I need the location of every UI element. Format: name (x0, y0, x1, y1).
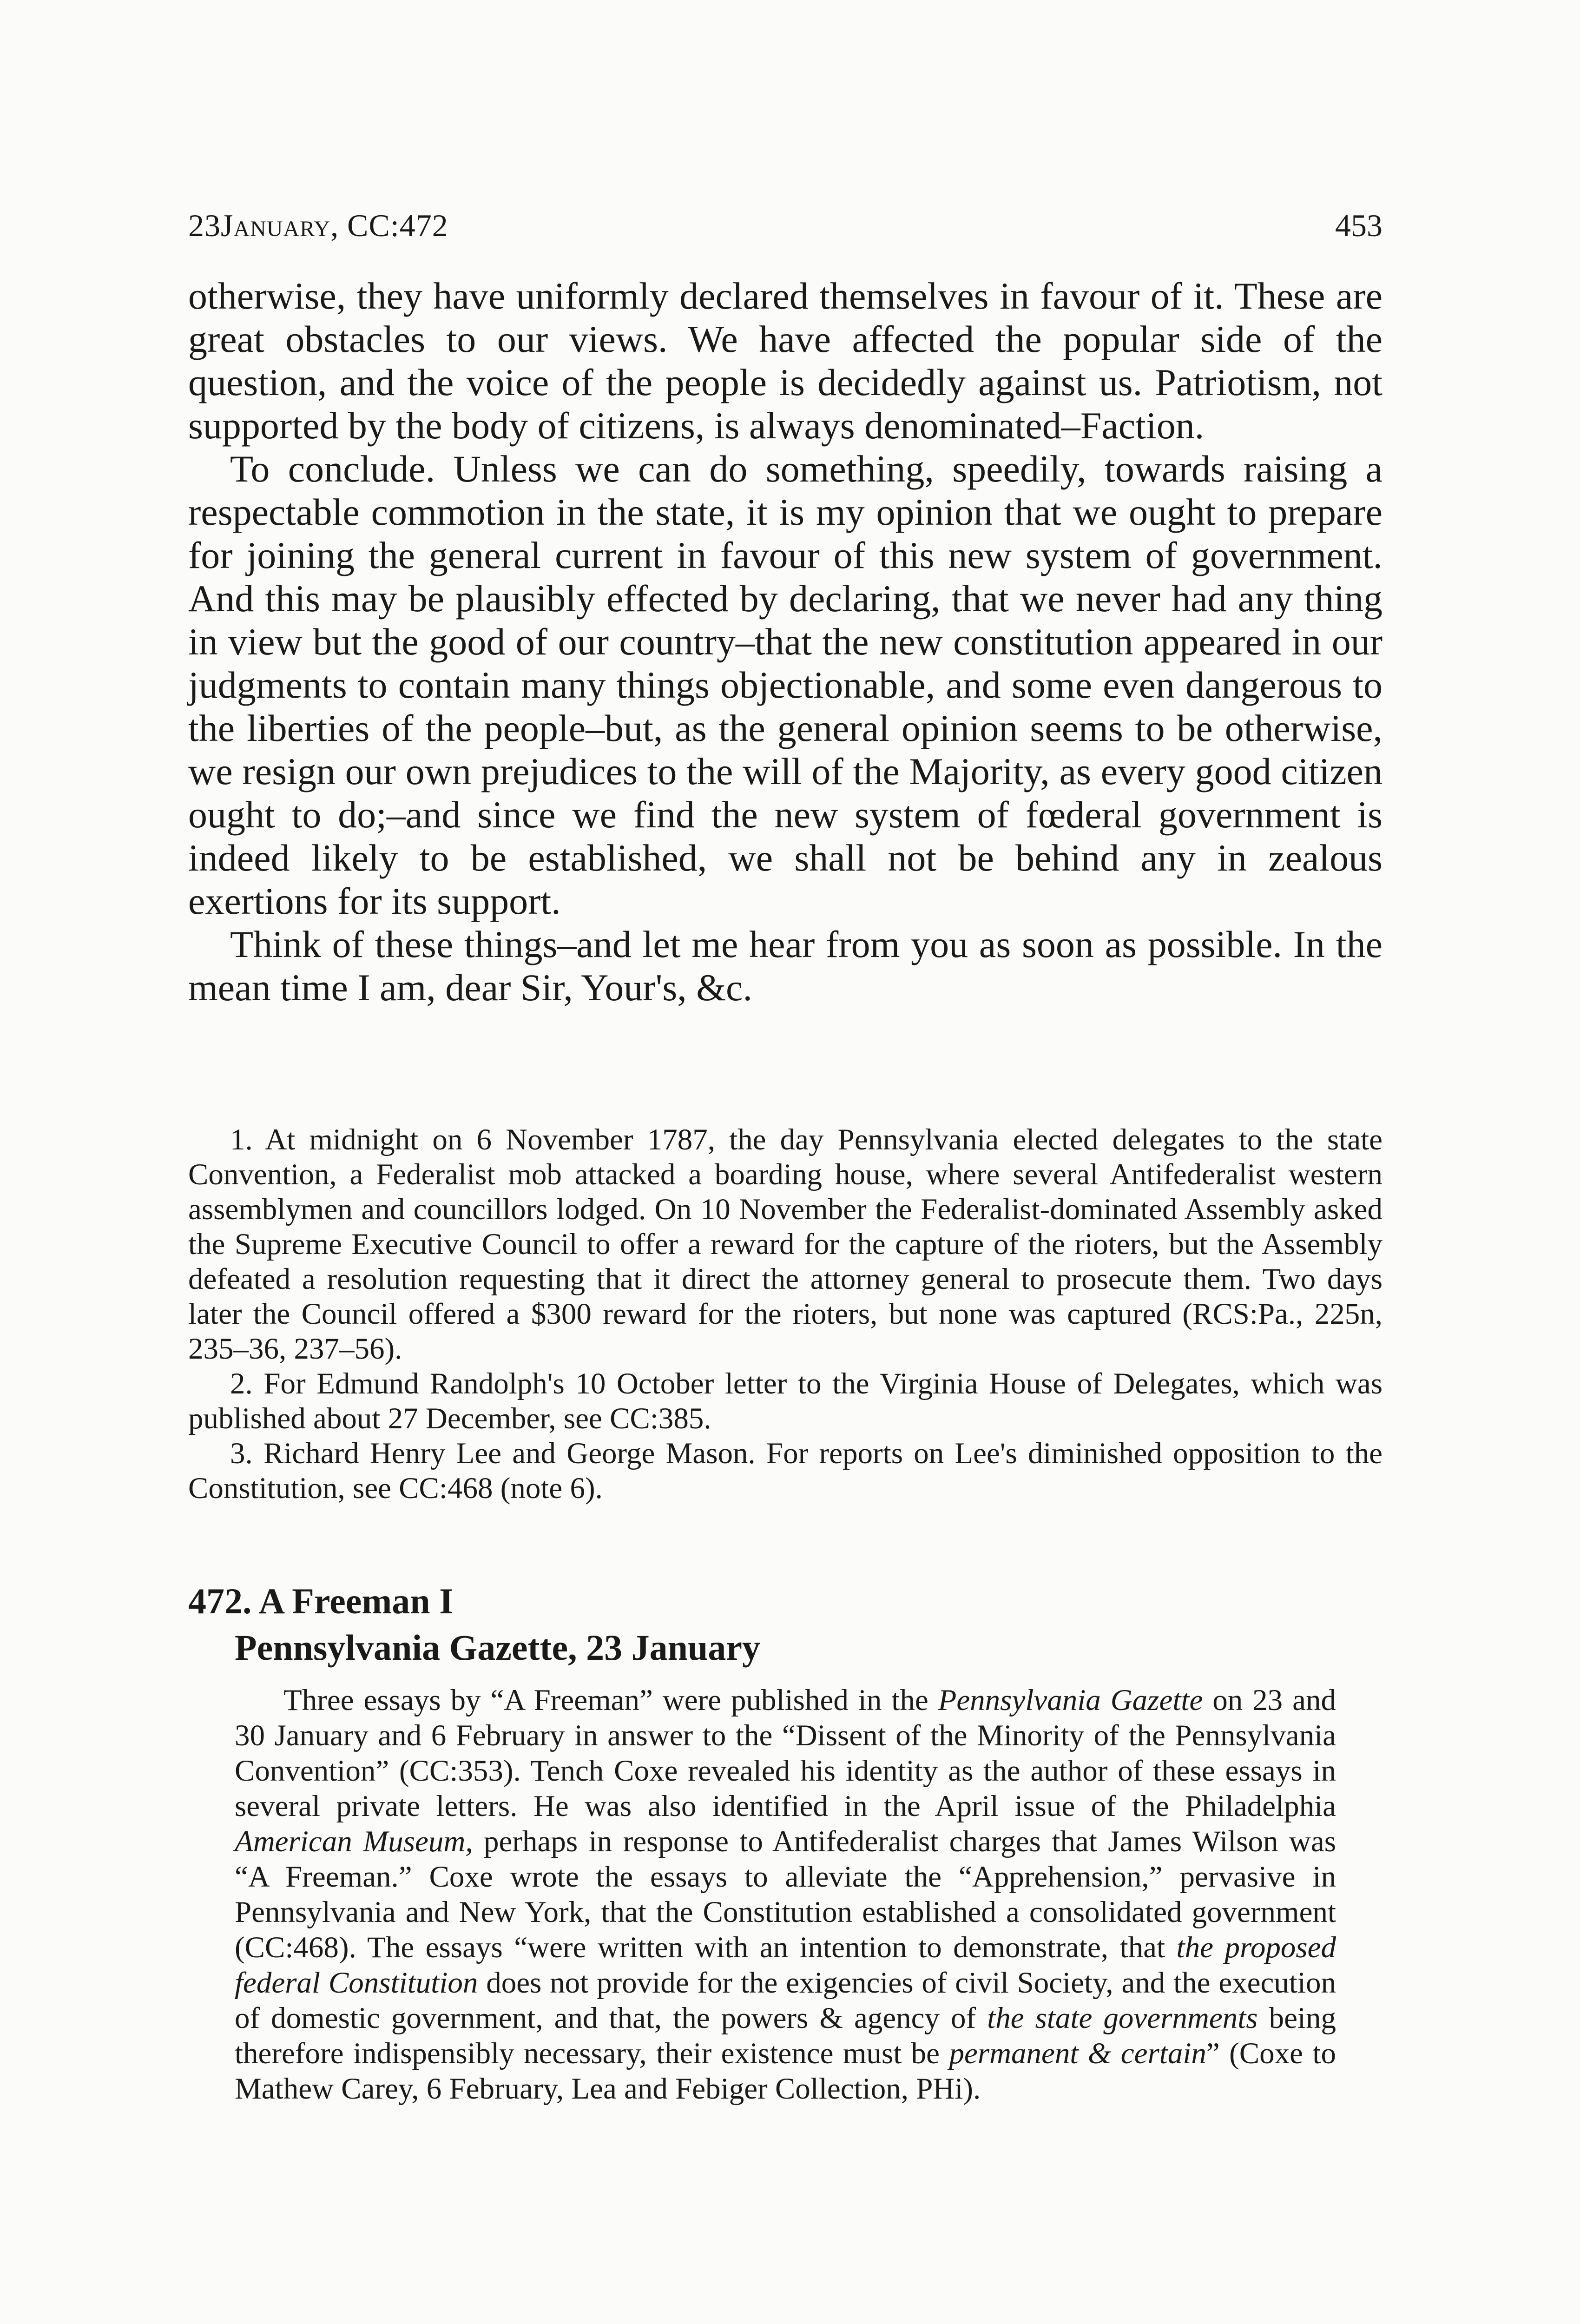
running-head-day: 23 (188, 208, 221, 243)
body-paragraph-2: To conclude. Unless we can do something, speedily, towards raising a respectable commotion in the state, it is my opinion that we ought to prepare for joining the general current in favour of this new system of government. And this may be plausibly effected by declaring, that we never had any thing in view but the good of our country–that the new constitution appeared in our judgments to contain many things objectionable, and some even dangerous to the liberties of the people–but, as the general opinion seems to be otherwise, we resign our own prejudices to the will of the Majority, as every good citizen ought to do;–and since we find the new system of fœderal government is indeed likely to be established, we shall not be behind any in zealous exertions for its support. (188, 448, 1382, 922)
intro-italic-4: the state governments (987, 2001, 1258, 2035)
intro-text-6: ” (Coxe to Mathew Carey, 6 February, Lea and Febiger Collection, PHi). (235, 2037, 1336, 2106)
running-head (188, 205, 1382, 246)
document-heading (188, 1578, 1382, 1671)
intro-italic-5: permanent & certain (949, 2037, 1206, 2070)
intro-text-4: does not provide for the exigencies of civil Society, and the execution of domestic government, and that, the powers & agency of (235, 1966, 1336, 2035)
running-head-doc-ref: , CC:472 (330, 208, 448, 243)
body-paragraph-3: Think of these things–and let me hear from you as soon as possible. In the mean time I am, dear Sir, Your's, &c. (188, 923, 1382, 1009)
document-source: Pennsylvania Gazette, 23 January (235, 1627, 760, 1668)
body-paragraph-1: otherwise, they have uniformly declared themselves in favour of it. These are great obstacles to our views. We have affected the popular side of the question, and the voice of the people is decidedly against us. Patriotism, not supported by the body of citizens, is always denominated–Faction. (188, 275, 1382, 447)
intro-italic-3: the proposed federal Constitution (235, 1931, 1336, 2000)
editorial-note-paragraph (235, 1683, 1336, 2106)
intro-text-2: on 23 and 30 January and 6 February in answer to the “Dissent of the Minority of the Pennsylvania Convention” (CC:353). Tench Coxe revealed his identity as the author of these essays in several private letters. He was also identified in the April issue of the Philadelphia (235, 1684, 1336, 1823)
intro-italic-2: American Museum, (235, 1825, 473, 1858)
editorial-note (235, 1683, 1336, 2106)
intro-italic-1: Pennsylvania Gazette (938, 1684, 1203, 1717)
document-title: 472. A Freeman I (188, 1581, 454, 1621)
footnote-3: 3. Richard Henry Lee and George Mason. For reports on Lee's diminished opposition to the Constitution, see CC:468 (note 6). (188, 1437, 1382, 1505)
intro-text-3: perhaps in response to Antifederalist charges that James Wilson was “A Freeman.” Coxe wrote the essays to alleviate the “Apprehension,” pervasive in Pennsylvania and New York, that the Constitution established a consolidated government (CC:468). The essays “were written with an intention to demonstrate, that (235, 1825, 1336, 1964)
footnote-2: 2. For Edmund Randolph's 10 October letter to the Virginia House of Delegates, which was published about 27 December, see CC:385. (188, 1367, 1382, 1435)
page-number: 453 (1335, 208, 1382, 243)
running-head-date (188, 205, 448, 246)
intro-text-1: Three essays by “A Freeman” were published in the (283, 1684, 938, 1717)
footnote-1: 1. At midnight on 6 November 1787, the day Pennsylvania elected delegates to the state Convention, a Federalist mob attacked a boarding house, where several Antifederalist western assemblymen and councillors lodged. On 10 November the Federalist-dominated Assembly asked the Supreme Executive Council to offer a reward for the capture of the rioters, but the Assembly defeated a resolution requesting that it direct the attorney general to prosecute them. Two days later the Council offered a $300 reward for the rioters, but none was captured (RCS:Pa., 225n, 235–36, 237–56). (188, 1123, 1382, 1366)
letter-body (188, 274, 1382, 1009)
intro-text-5: being therefore indispensibly necessary, their existence must be (235, 2001, 1336, 2070)
footnotes (188, 1122, 1382, 1506)
running-head-month: January (221, 208, 331, 243)
